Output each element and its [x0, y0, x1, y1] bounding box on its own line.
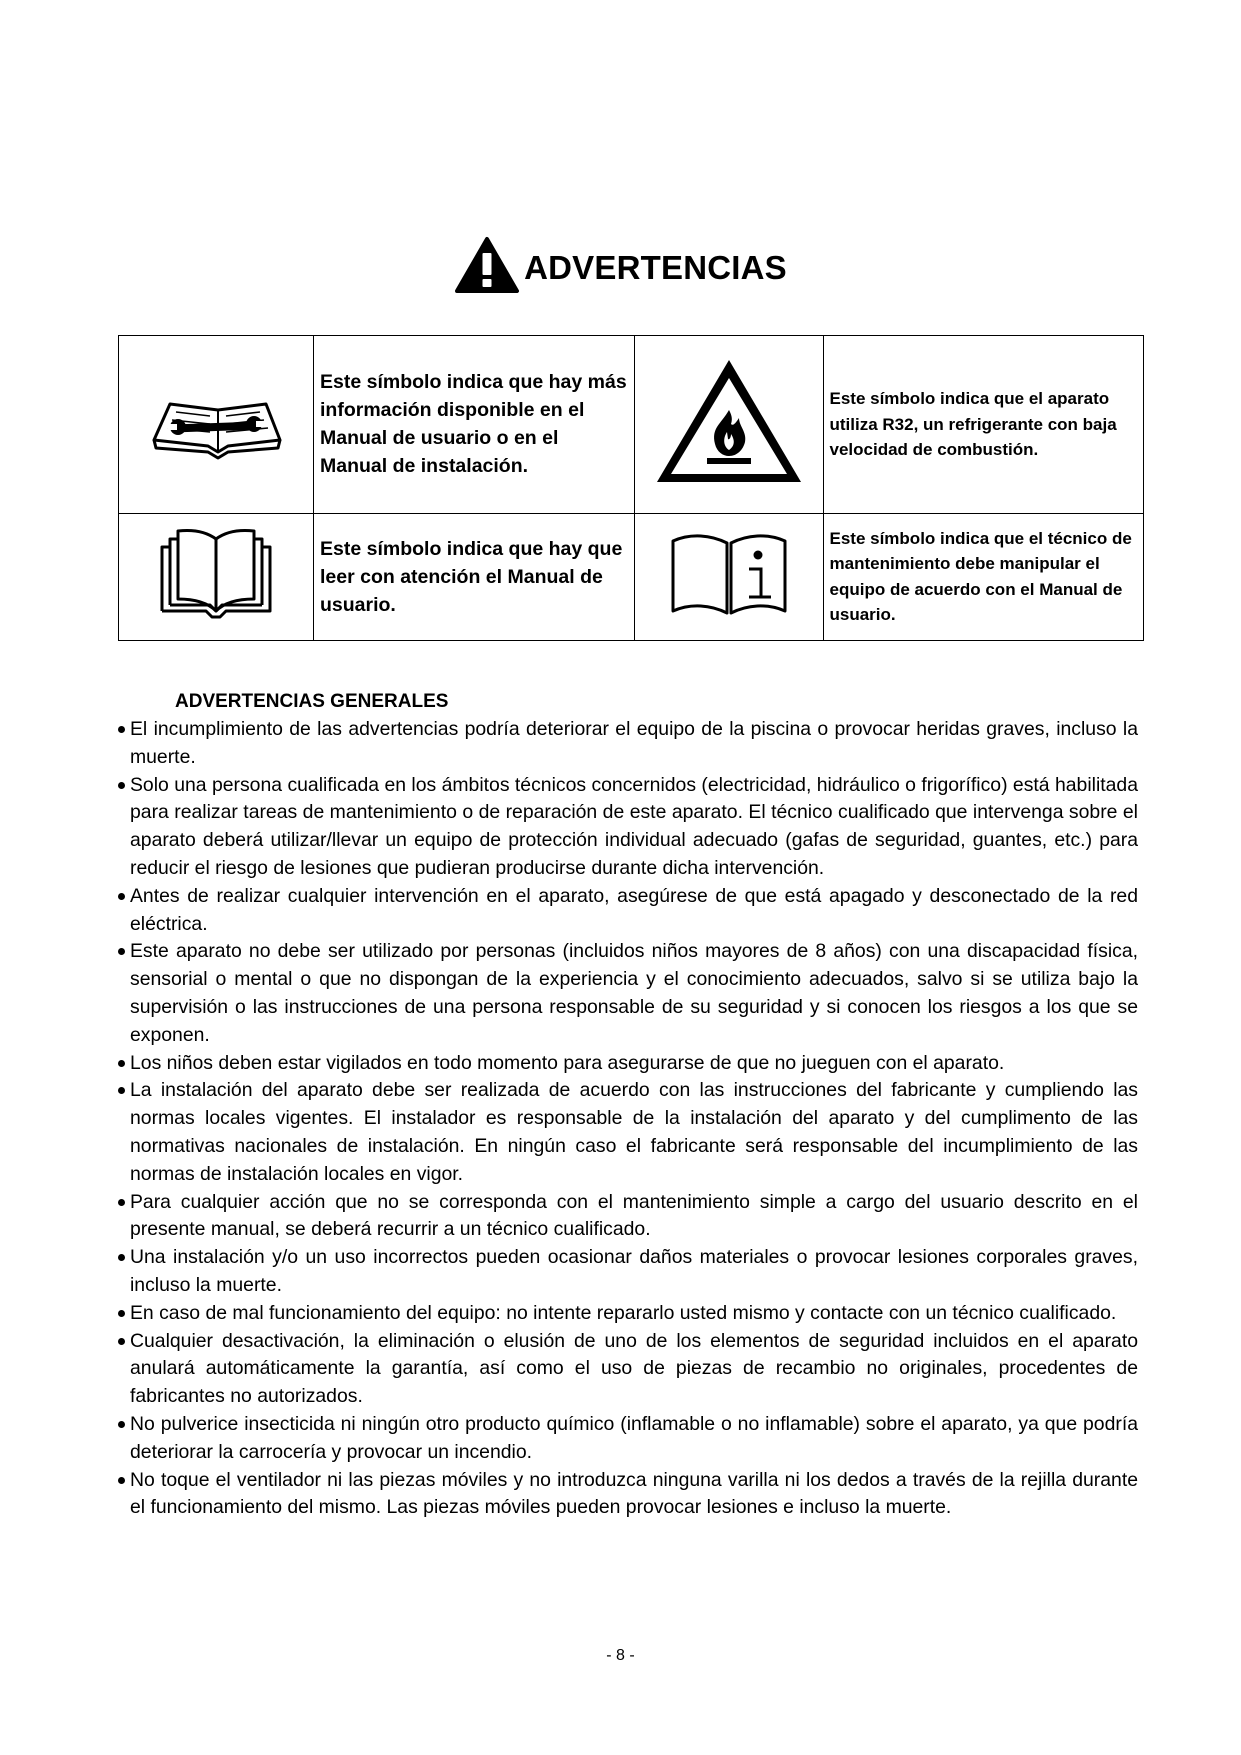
list-item: Una instalación y/o un uso incorrectos pueden ocasionar daños materiales o provocar lesiones corporales graves, incluso la muerte. [115, 1244, 1138, 1300]
bullet-icon [118, 1254, 125, 1261]
bullet-icon [118, 726, 125, 733]
symbol-description: Este símbolo indica que el aparato utiliza R32, un refrigerante con baja velocidad de combustión. [823, 336, 1144, 514]
open-manual-icon [156, 608, 276, 625]
symbols-row [119, 513, 1144, 640]
flammable-warning-icon [651, 477, 807, 494]
list-item: Solo una persona cualificada en los ámbitos técnicos concernidos (electricidad, hidráulico o frigorífico) está habilitada para realizar tareas de mantenimiento o de reparación de este aparato. El técnico cualificado que intervenga sobre el aparato deberá utilizar/llevar un equipo de protección individual adecuado (gafas de seguridad, guantes, etc.) para reducir el riesgo de lesiones que pudieran producirse durante dicha intervención. [115, 772, 1138, 883]
list-item: La instalación del aparato debe ser realizada de acuerdo con las instrucciones del fabricante y cumpliendo las normas locales vigentes. El instalador es responsable de la instalación del aparato y del cumplimento de las normativas nacionales de instalación. En ningún caso el fabricante será responsable del incumplimiento de las normas de instalación locales en vigor. [115, 1077, 1138, 1188]
list-item: Cualquier desactivación, la eliminación o elusión de uno de los elementos de seguridad incluidos en el aparato anulará automáticamente la garantía, así como el uso de piezas de recambio no originales, procedentes de fabricantes no autorizados. [115, 1328, 1138, 1411]
bullet-icon [118, 1199, 125, 1206]
symbol-cell [119, 336, 314, 514]
section-title: ADVERTENCIAS GENERALES [175, 691, 449, 712]
bullet-icon [118, 1338, 125, 1345]
list-item: Los niños deben estar vigilados en todo momento para asegurarse de que no jueguen con el aparato. [115, 1050, 1138, 1078]
bullet-icon [118, 782, 125, 789]
list-item: No toque el ventilador ni las piezas móviles y no introduzca ninguna varilla ni los dedos a través de la rejilla durante el funcionamiento del mismo. Las piezas móviles pueden provocar lesiones e incluso la muerte. [115, 1467, 1138, 1523]
list-item: No pulverice insecticida ni ningún otro producto químico (inflamable o no inflamable) sobre el aparato, ya que podría deteriorar la carrocería y provocar un incendio. [115, 1411, 1138, 1467]
symbol-cell [119, 513, 314, 640]
bullet-icon [118, 1087, 125, 1094]
bullet-icon [118, 893, 125, 900]
bullet-icon [118, 1421, 125, 1428]
list-item: En caso de mal funcionamiento del equipo: no intente repararlo usted mismo y contacte con un técnico cualificado. [115, 1300, 1138, 1328]
symbols-table [118, 335, 1144, 641]
bullet-icon [118, 1477, 125, 1484]
page-title: ADVERTENCIAS [524, 248, 787, 286]
symbol-description: Este símbolo indica que hay que leer con atención el Manual de usuario. [314, 513, 635, 640]
symbol-cell [634, 336, 823, 514]
bullet-icon [118, 948, 125, 955]
list-item: Para cualquier acción que no se corresponda con el mantenimiento simple a cargo del usuario descrito en el presente manual, se deberá recurrir a un técnico cualificado. [115, 1189, 1138, 1245]
symbol-description: Este símbolo indica que el técnico de mantenimiento debe manipular el equipo de acuerdo con el Manual de usuario. [823, 513, 1144, 640]
warning-triangle-icon [454, 236, 520, 299]
symbol-description: Este símbolo indica que hay más información disponible en el Manual de usuario o en el Manual de instalación. [314, 336, 635, 514]
bullet-icon [118, 1060, 125, 1067]
symbol-cell [634, 513, 823, 640]
list-item: El incumplimiento de las advertencias podría deteriorar el equipo de la piscina o provocar heridas graves, incluso la muerte. [115, 716, 1138, 772]
page-number: - 8 - [606, 1647, 635, 1664]
page-heading [0, 236, 1241, 299]
list-item: Este aparato no debe ser utilizado por personas (incluidos niños mayores de 8 años) con una discapacidad física, sensorial o mental o que no dispongan de la experiencia y el conocimiento adecuados, salvo si se utiliza bajo la supervisión o las instrucciones de una persona responsable de su seguridad y si conocen los riesgos a los que se exponen. [115, 938, 1138, 1049]
bullet-icon [118, 1310, 125, 1317]
list-item: Antes de realizar cualquier intervención en el aparato, asegúrese de que está apagado y desconectado de la red eléctrica. [115, 883, 1138, 939]
book-wrench-icon [148, 449, 284, 466]
symbols-row [119, 336, 1144, 514]
info-manual-icon [669, 604, 789, 621]
warnings-list [115, 716, 1138, 1522]
